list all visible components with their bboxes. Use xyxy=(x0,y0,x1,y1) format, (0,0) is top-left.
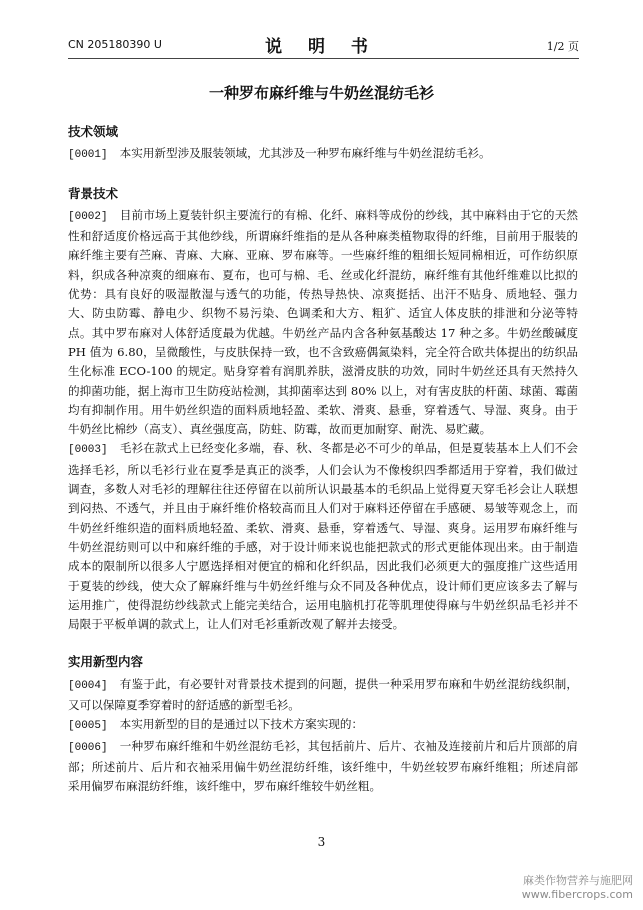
watermark-site-name: 麻类作物营养与施肥网 xyxy=(523,874,633,887)
paragraph-text: 毛衫在款式上已经变化多端，春、秋、冬都是必不可少的单品，但是夏装基本上人们不会选择毛衫，所以毛衫行业在夏季是真正的淡季，人们会认为不像梭织四季都适用于穿着，我们做过调查，多数人对毛衫的理解往往还停留在以前所认识最基本的毛织品上觉得夏天穿毛衫会让人联想到闷热、不透气，并且由于麻纤维价格较高而且人们对于麻料还停留在手感硬、易皱等观念上，而牛奶丝纤维织造的面料质地轻盈、柔软、滑爽、悬垂，穿着透气、导湿、爽身。运用罗布麻纤维与牛奶丝混纺则可以中和麻纤维的手感，对于设计师来说也能把款式的形式更能体现出来。由于制造成本的限制所以很多人宁愿选择相对便宜的棉和化纤织品，因此我们必须更大的强度推广这些适用于夏装的纱线，使大众了解麻纤维与牛奶丝纤维与众不同及各种优点，设计师们更应该多去了解与运用推广，使得混纺纱线款式上能完美结合，运用电脑机打花等肌理使得麻与牛奶丝织品毛衫并不局限于平板单调的款式上，让人们对毛衫重新改观了解并去接受。 xyxy=(68,441,578,632)
header-divider xyxy=(68,58,579,59)
watermark-url: www.fibercrops.com xyxy=(521,888,633,901)
paragraph-number: [0006] xyxy=(68,741,108,754)
section-title-tech-field: 技术领域 xyxy=(68,124,119,139)
paragraph-0001 xyxy=(68,144,578,165)
paragraph-0006 xyxy=(68,737,578,797)
paragraph-0005 xyxy=(68,715,578,736)
paragraph-text: 本实用新型涉及服装领域，尤其涉及一种罗布麻纤维与牛奶丝混纺毛衫。 xyxy=(119,146,491,161)
section-title-background: 背景技术 xyxy=(68,185,119,201)
paragraph-0004 xyxy=(68,675,578,716)
paragraph-number: [0002] xyxy=(68,210,108,223)
paragraph-text: 本实用新型的目的是通过以下技术方案实现的： xyxy=(119,717,364,732)
paragraph-number: [0004] xyxy=(68,679,108,692)
paragraph-number: [0001] xyxy=(68,149,108,162)
section-title-content: 实用新型内容 xyxy=(68,654,144,670)
patent-number: CN 205180390 U xyxy=(68,38,162,51)
watermark xyxy=(522,874,633,902)
paragraph-text: 有鉴于此，有必要针对背景技术提到的问题，提供一种采用罗布麻和牛奶丝混纺线织制，又可以保障夏季穿着时的舒适感的新型毛衫。 xyxy=(68,676,578,713)
document-title: 一种罗布麻纤维与牛奶丝混纺毛衫 xyxy=(208,84,434,102)
paragraph-0002 xyxy=(68,206,578,440)
page-number: 3 xyxy=(317,835,326,849)
paragraph-text: 目前市场上夏装针织主要流行的有棉、化纤、麻料等成份的纱线，其中麻料由于它的天然性和舒适度价格远高于其他纱线，所谓麻纤维指的是从各种麻类植物取得的纤维，目前用于服装的麻纤维主要有苎麻、青麻、大麻、亚麻、罗布麻等。一些麻纤维的粗细长短同棉相近，可作纺织原料，织成各种凉爽的细麻布、夏布，也可与棉、毛、丝或化纤混纺，麻纤维有其他纤维难以比拟的优势：具有良好的吸湿散湿与透气的功能，传热导热快、凉爽挺括、出汗不贴身、质地轻、强力大、防虫防霉、静电少、织物不易污染、色调柔和大方、粗犷、适宜人体皮肤的排泄和分泌等特点。其中罗布麻对人体舒适度最为优越。牛奶丝产品内含各种氨基酸达 17 种之多。牛奶丝酸碱度 PH 值为 6.80，呈微酸性，与皮肤保持一致，也不含致癌偶氮染料，完全符合欧共体提出的纺织品生化标准 ECO-100 的规定。贴身穿着有润肌养肤，滋滑皮肤的功效，同时牛奶丝还具有天然持久的抑菌功能，据上海市卫生防疫站检测，其抑菌率达到 80% 以上，对有害皮肤的杆菌、球菌、霉菌均有抑制作用。用牛奶丝织造的面料质地轻盈、柔软、滑爽、悬垂，穿着透气、导湿、爽身。由于牛奶丝比棉纱（高支）、真丝强度高，防蛀、防霉，故而更加耐穿、耐洗、易贮藏。 xyxy=(68,207,578,437)
page-header xyxy=(0,0,643,60)
paragraph-number: [0003] xyxy=(68,444,108,457)
page-indicator: 1/2 页 xyxy=(546,40,579,53)
paragraph-0003 xyxy=(68,439,578,634)
paragraph-number: [0005] xyxy=(68,720,108,733)
paragraph-text: 一种罗布麻纤维和牛奶丝混纺毛衫，其包括前片、后片、衣袖及连接前片和后片顶部的肩部；所述前片、后片和衣袖采用偏牛奶丝混纺纤维，该纤维中，牛奶丝较罗布麻纤维粗；所述肩部采用偏罗布麻混纺纤维，该纤维中，罗布麻纤维较牛奶丝粗。 xyxy=(68,738,578,794)
document-type: 说 明 书 xyxy=(265,37,378,57)
document-body xyxy=(68,118,578,797)
